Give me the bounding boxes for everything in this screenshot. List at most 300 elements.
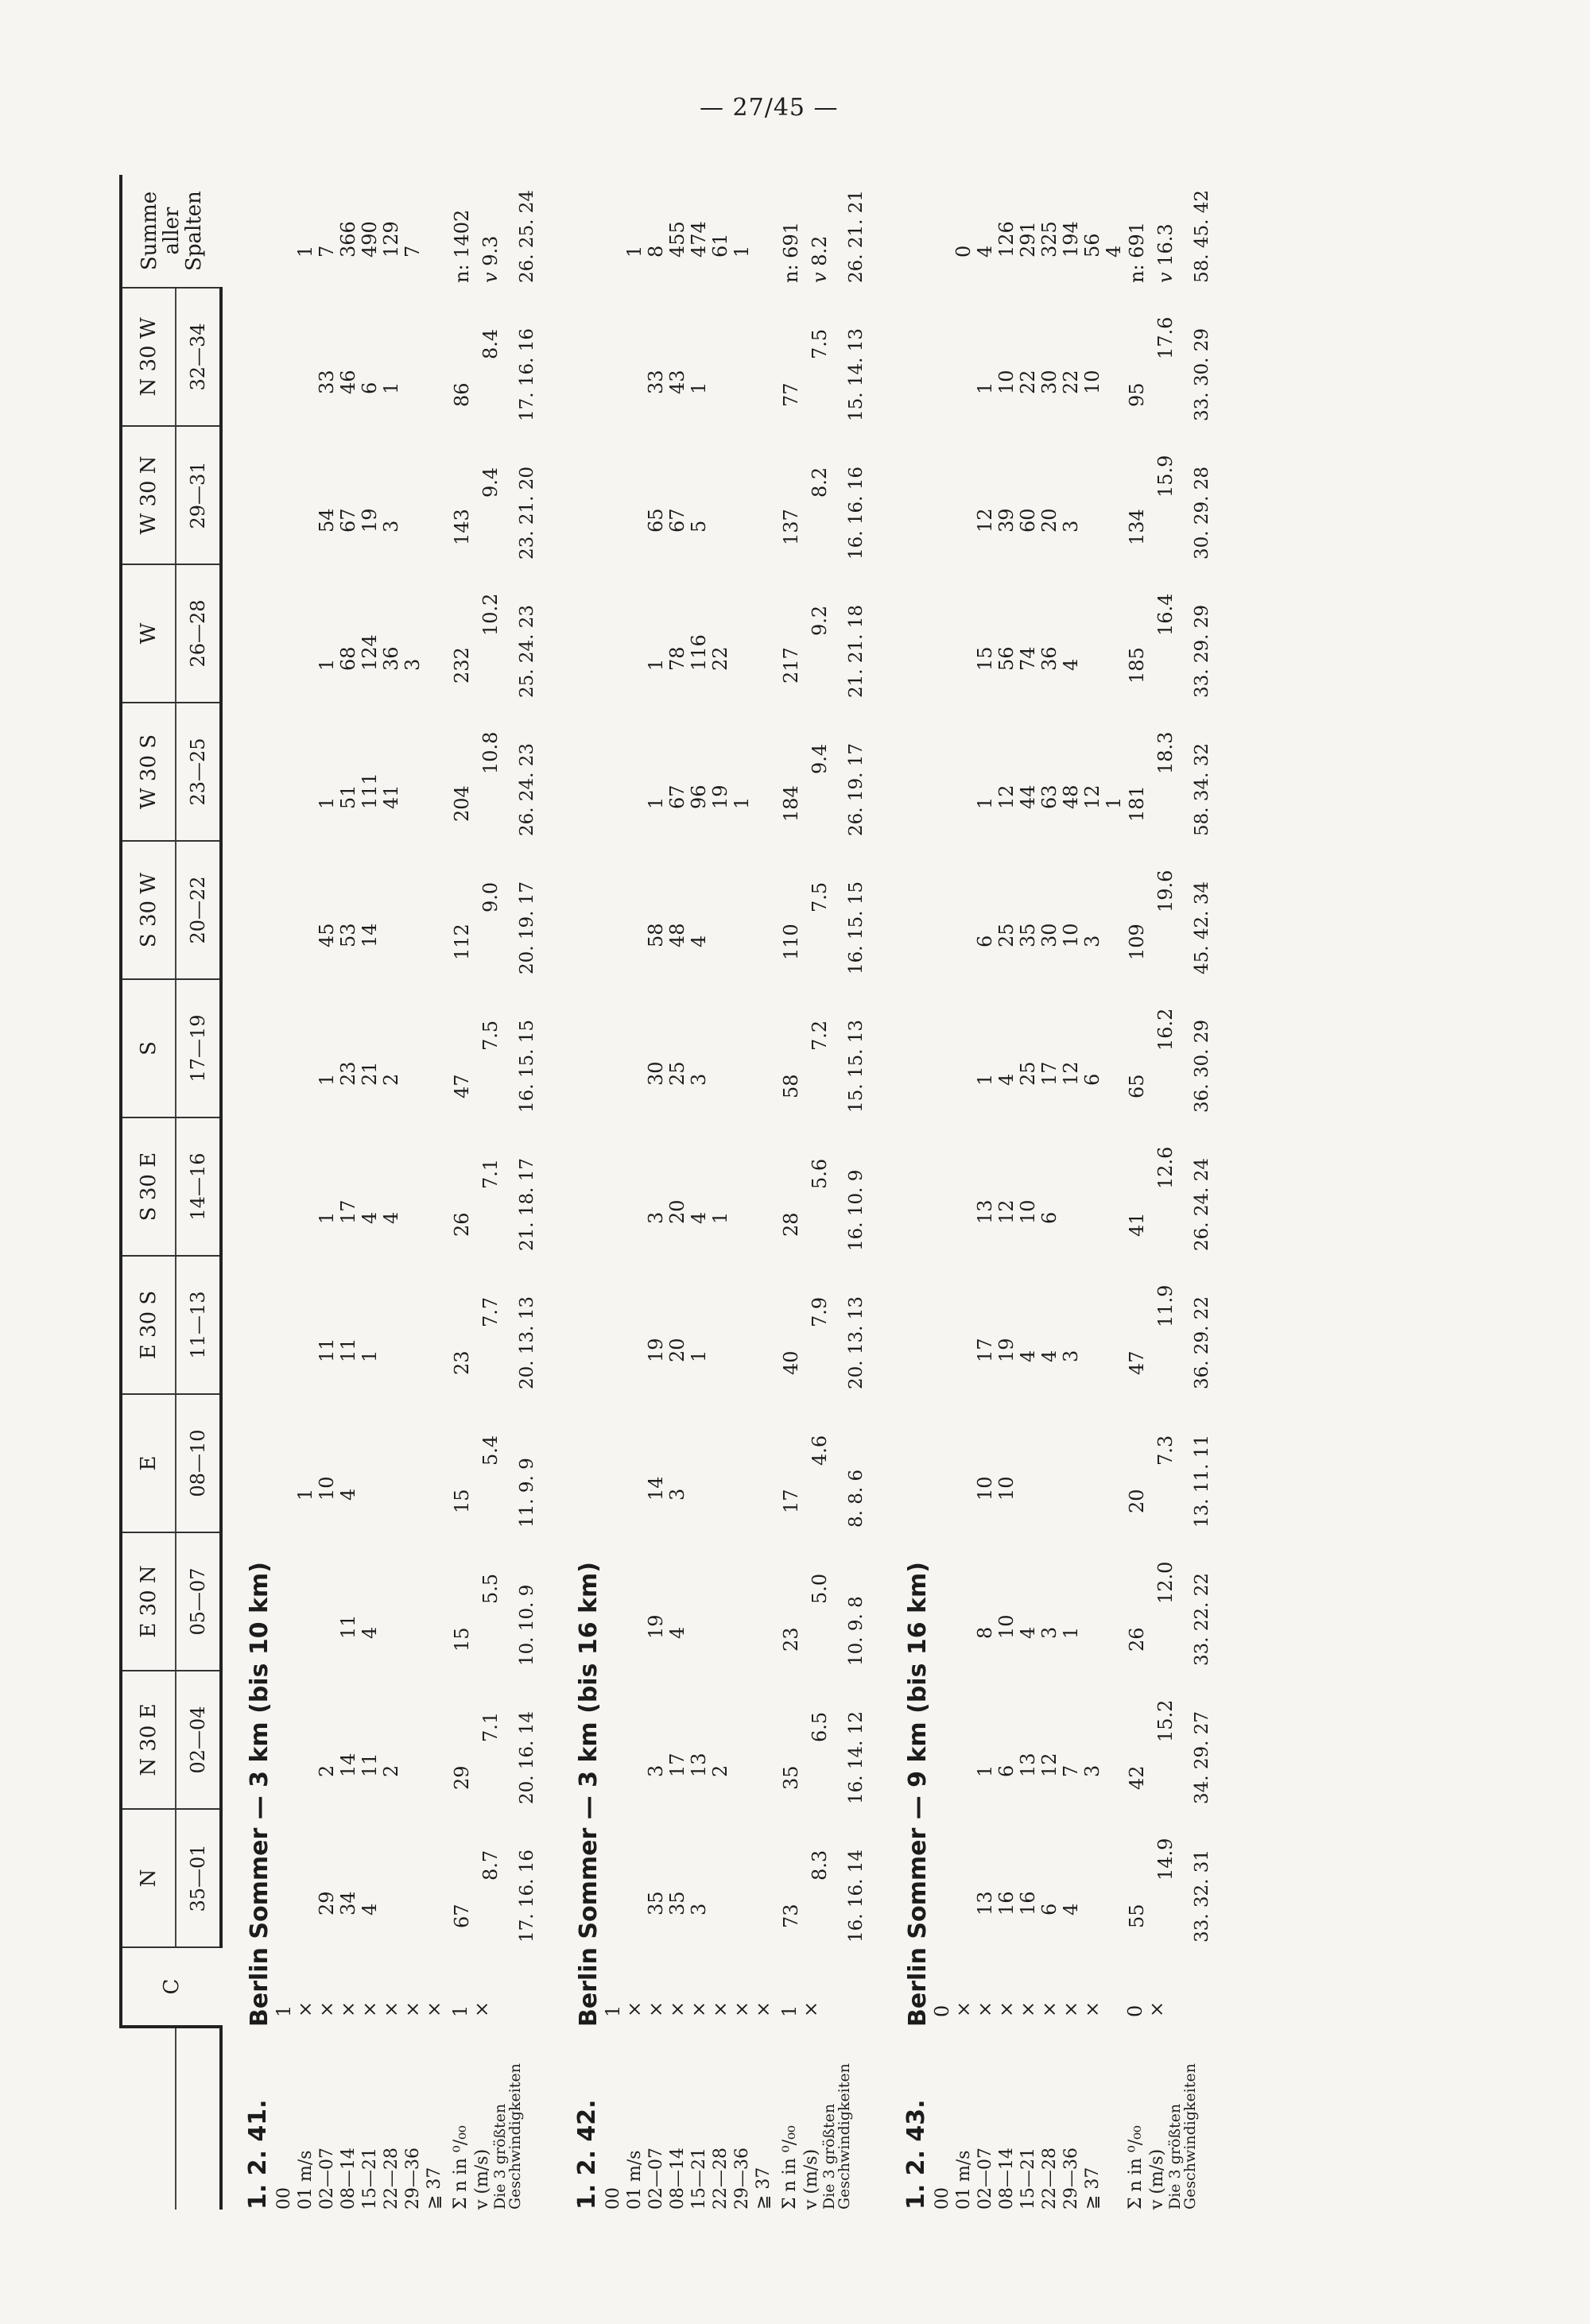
- frequency-cell: [295, 841, 316, 947]
- sum-cell: 325: [1038, 221, 1061, 258]
- stat-v: 9.4: [809, 743, 831, 774]
- row-label: 15—21: [689, 2148, 709, 2210]
- sum-stat-v-row: [480, 236, 502, 283]
- row-label: 02—07: [975, 2148, 995, 2210]
- stat-v: 5.6: [809, 1158, 831, 1189]
- frequency-cell: [295, 288, 316, 394]
- stat-max-speeds: 16. 15. 15: [846, 881, 867, 974]
- frequency-cell: 3: [666, 1488, 688, 1501]
- stat-n: 73: [780, 1904, 802, 1928]
- frequency-cell: 39: [995, 508, 1018, 533]
- frequency-cell: [624, 564, 646, 671]
- row-label: 00: [603, 2187, 623, 2210]
- frequency-cell: 41: [380, 784, 402, 809]
- frequency-cell: 12: [1081, 784, 1103, 809]
- direction-column: [273, 1117, 450, 1256]
- row-labels: [603, 2027, 779, 2210]
- stat-max-speeds: 33. 29. 29: [1192, 604, 1212, 698]
- direction-column: [932, 288, 1125, 426]
- frequency-cell: [953, 1394, 975, 1501]
- stat-max-speeds: 10. 10. 9: [517, 1584, 537, 1666]
- sum-stat-v: 9.3: [479, 235, 502, 266]
- sum-cell: [753, 175, 774, 258]
- calm-value: 0: [931, 2004, 953, 2017]
- calm-value: ×: [995, 2001, 1018, 2017]
- frequency-cell: [710, 1809, 731, 1915]
- sum-cell: 366: [337, 221, 359, 258]
- frequency-cell: 46: [337, 370, 359, 394]
- stat-n: 47: [451, 1074, 473, 1098]
- frequency-cell: 14: [359, 923, 381, 947]
- calm-value: ×: [1038, 2001, 1061, 2017]
- stat-n: 29: [451, 1765, 473, 1790]
- stat-n: 86: [451, 382, 473, 407]
- frequency-cell: 4: [359, 1903, 381, 1915]
- frequency-cell: 1: [709, 1211, 731, 1224]
- frequency-cell: [753, 1256, 774, 1362]
- frequency-cell: [424, 1532, 445, 1639]
- stat-max-speeds: 36. 30. 29: [1192, 1019, 1212, 1113]
- frequency-cell: 67: [666, 508, 688, 533]
- frequency-cell: [624, 1256, 646, 1362]
- header-direction: N: [121, 1809, 176, 1947]
- frequency-cell: 12: [1038, 1753, 1061, 1777]
- sum-stat-max-speeds: 58. 45. 42: [1192, 189, 1212, 283]
- stat-n: 181: [1126, 785, 1148, 822]
- frequency-cell: [273, 564, 295, 671]
- calm-stat-v: ×: [471, 2001, 493, 2017]
- frequency-cell: [688, 1394, 710, 1501]
- header-direction: S: [121, 979, 176, 1117]
- frequency-cell: 74: [1017, 646, 1039, 671]
- frequency-cell: [603, 1394, 624, 1501]
- row-label: ≧ 37: [425, 2167, 444, 2210]
- calm-value: ×: [952, 2001, 975, 2017]
- calm-value: ×: [380, 2001, 402, 2017]
- frequency-cell: [603, 1809, 624, 1915]
- sum-stat-n-row: [452, 210, 473, 283]
- frequency-cell: 25: [1017, 1061, 1039, 1086]
- direction-column: [932, 426, 1125, 564]
- stat-label-v: v (m/s): [1147, 2148, 1167, 2210]
- direction-stats: [779, 564, 881, 703]
- frequency-cell: [1082, 564, 1103, 671]
- direction-column: [273, 979, 450, 1117]
- frequency-cell: [424, 1809, 445, 1915]
- frequency-cell: [273, 703, 295, 809]
- frequency-cell: 3: [1060, 1350, 1082, 1362]
- frequency-cell: [932, 979, 953, 1086]
- frequency-cell: [402, 841, 424, 947]
- sum-stat-n-label: n:: [1126, 264, 1148, 283]
- frequency-cell: 4: [1060, 1903, 1082, 1915]
- header-direction: S 30 E: [121, 1117, 176, 1256]
- stat-v: 9.4: [479, 467, 502, 498]
- frequency-cell: 2: [380, 1073, 402, 1086]
- stat-max-speeds: 15. 15. 13: [846, 1019, 867, 1113]
- stat-v: 10.8: [479, 731, 502, 774]
- stat-max-speeds: 26. 24. 24: [1192, 1157, 1212, 1251]
- frequency-cell: 44: [1017, 784, 1039, 809]
- frequency-cell: 11: [316, 1338, 338, 1362]
- header-direction: E 30 N: [121, 1532, 176, 1671]
- stat-max-speeds: 17. 16. 16: [517, 327, 537, 421]
- frequency-cell: 1: [316, 658, 338, 671]
- frequency-cell: 25: [995, 923, 1018, 947]
- frequency-cell: 14: [337, 1753, 359, 1777]
- row-label: 08—14: [339, 2148, 359, 2210]
- direction-stats: [450, 288, 552, 426]
- frequency-cell: 12: [995, 784, 1018, 809]
- sum-stat-n: 691: [780, 222, 802, 258]
- header-direction: E: [121, 1394, 176, 1532]
- frequency-cell: 4: [666, 1626, 688, 1639]
- header-range: 20—22: [176, 841, 221, 979]
- frequency-cell: 78: [666, 646, 688, 671]
- calm-value: 1: [273, 2004, 295, 2017]
- frequency-cell: [1061, 1117, 1082, 1224]
- stat-max-speeds: 21. 18. 17: [517, 1157, 537, 1251]
- stat-max-speeds: 8. 8. 6: [846, 1469, 867, 1528]
- frequency-cell: [1039, 1394, 1061, 1501]
- stat-label-g1: Die 3 größten: [1166, 2103, 1184, 2210]
- header-direction: W 30 S: [121, 703, 176, 841]
- frequency-cell: [273, 1671, 295, 1777]
- stat-v: 8.2: [809, 467, 831, 498]
- frequency-cell: [381, 841, 402, 947]
- section-number-text: 1. 2. 42.: [573, 2099, 601, 2210]
- calm-value: ×: [1060, 2001, 1082, 2017]
- stat-v: 11.9: [1154, 1284, 1177, 1327]
- stat-n: 20: [1126, 1489, 1148, 1513]
- frequency-cell: [624, 288, 646, 394]
- sum-stat-n: 691: [1126, 222, 1148, 258]
- header-c: C: [121, 1947, 221, 2027]
- frequency-cell: 1: [1060, 1626, 1082, 1639]
- direction-column: [273, 703, 450, 841]
- frequency-cell: [273, 288, 295, 394]
- sum-stat-max-speeds: 26. 21. 21: [846, 189, 867, 283]
- stat-labels: [450, 2027, 552, 2210]
- frequency-cell: [624, 1671, 646, 1777]
- frequency-cell: [688, 1532, 710, 1639]
- stat-v: 8.4: [479, 328, 502, 359]
- direction-stats: [450, 703, 552, 841]
- frequency-cell: [424, 1671, 445, 1777]
- header-range: 02—04: [176, 1671, 221, 1809]
- frequency-cell: 36: [380, 646, 402, 671]
- sum-cell: 126: [995, 221, 1018, 258]
- frequency-cell: 1: [645, 658, 667, 671]
- frequency-cell: [402, 1394, 424, 1501]
- row-label: 08—14: [997, 2148, 1017, 2210]
- header-direction: W 30 N: [121, 426, 176, 564]
- header-sum-line: aller: [160, 207, 184, 255]
- row-label: 29—36: [403, 2148, 423, 2210]
- section-title-text: Berlin Sommer — 3 km (bis 16 km): [575, 1562, 603, 2027]
- frequency-cell: 10: [1081, 370, 1103, 394]
- direction-column: [603, 979, 779, 1117]
- frequency-cell: [753, 1117, 774, 1224]
- frequency-cell: [710, 1394, 731, 1501]
- frequency-cell: [624, 426, 646, 533]
- direction-column: [603, 1117, 779, 1256]
- stat-n: 15: [451, 1489, 473, 1513]
- frequency-cell: [710, 979, 731, 1086]
- frequency-cell: 15: [974, 646, 996, 671]
- frequency-cell: [603, 288, 624, 394]
- frequency-cell: 1: [316, 1211, 338, 1224]
- stat-v: 7.9: [809, 1296, 831, 1327]
- stat-v: 15.2: [1154, 1699, 1177, 1742]
- calm-stat-n: 0: [1124, 2004, 1146, 2017]
- direction-stats: [1125, 1532, 1227, 1671]
- frequency-cell: 17: [666, 1753, 688, 1777]
- row-label: 08—14: [668, 2148, 688, 2210]
- stat-n: 185: [1126, 647, 1148, 684]
- header-direction: W: [121, 564, 176, 703]
- sum-stat-v-label: v: [479, 272, 502, 283]
- direction-column: [932, 1394, 1125, 1532]
- frequency-cell: 19: [359, 508, 381, 533]
- stat-v: 16.2: [1154, 1008, 1177, 1051]
- frequency-cell: [1082, 1117, 1103, 1224]
- frequency-cell: 68: [337, 646, 359, 671]
- stat-n: 15: [451, 1627, 473, 1652]
- frequency-cell: 19: [645, 1614, 667, 1639]
- stat-label-g2: Geschwindigkeiten: [836, 2063, 853, 2210]
- frequency-cell: [295, 1809, 316, 1915]
- row-label: 02—07: [646, 2148, 666, 2210]
- header-range: 32—34: [176, 288, 221, 426]
- frequency-cell: 3: [688, 1903, 710, 1915]
- direction-column: [932, 564, 1125, 703]
- direction-stats: [1125, 1394, 1227, 1532]
- stat-max-speeds: 23. 21. 20: [517, 466, 537, 560]
- stat-v: 9.2: [809, 605, 831, 636]
- calm-stats: [779, 1947, 881, 2027]
- direction-column: [273, 1532, 450, 1671]
- calm-stat-n: 1: [778, 2004, 801, 2017]
- stat-v: 5.0: [809, 1573, 831, 1604]
- frequency-cell: 34: [337, 1891, 359, 1915]
- stat-v: 10.2: [479, 593, 502, 636]
- direction-stats: [779, 288, 881, 426]
- direction-stats: [1125, 564, 1227, 703]
- frequency-cell: [402, 1671, 424, 1777]
- frequency-cell: [424, 1117, 445, 1224]
- frequency-cell: [359, 1394, 381, 1501]
- header-range: 17—19: [176, 979, 221, 1117]
- frequency-cell: [295, 426, 316, 533]
- header-sum-line: Summe: [138, 191, 161, 271]
- frequency-cell: [953, 1532, 975, 1639]
- direction-column: [273, 288, 450, 426]
- frequency-cell: 63: [1038, 784, 1061, 809]
- frequency-cell: [1061, 1394, 1082, 1501]
- sum-cell: 8: [645, 245, 667, 258]
- frequency-cell: 2: [709, 1764, 731, 1777]
- stat-n: 109: [1126, 924, 1148, 960]
- frequency-cell: [295, 703, 316, 809]
- frequency-cell: 4: [1060, 658, 1082, 671]
- frequency-cell: 1: [974, 796, 996, 809]
- sum-stats: [779, 175, 881, 288]
- frequency-cell: 3: [1081, 935, 1103, 947]
- sum-cell: [932, 175, 953, 258]
- frequency-cell: 36: [1038, 646, 1061, 671]
- stat-n: 232: [451, 647, 473, 684]
- section-title: [552, 175, 603, 2027]
- direction-column: [603, 288, 779, 426]
- section-number: [221, 2027, 273, 2210]
- section-title-row: [221, 175, 273, 2210]
- frequency-cell: 56: [995, 646, 1018, 671]
- direction-stats: [1125, 1671, 1227, 1809]
- frequency-cell: 4: [1017, 1626, 1039, 1639]
- frequency-cell: 3: [1038, 1626, 1061, 1639]
- sum-cell: 7: [316, 245, 338, 258]
- stat-max-speeds: 33. 32. 31: [1192, 1849, 1212, 1942]
- sum-stat-n-label: n:: [451, 264, 473, 283]
- frequency-cell: [402, 703, 424, 809]
- frequency-cell: 4: [380, 1211, 402, 1224]
- frequency-cell: [932, 564, 953, 671]
- stat-max-speeds: 20. 19. 17: [517, 881, 537, 974]
- direction-column: [273, 426, 450, 564]
- frequency-cell: 12: [974, 508, 996, 533]
- frequency-cell: [316, 1532, 338, 1639]
- direction-column: [932, 841, 1125, 979]
- stat-label-n: Σ n in ⁰/₀₀: [451, 2125, 471, 2210]
- stat-label-v: v (m/s): [801, 2148, 821, 2210]
- frequency-cell: 58: [645, 923, 667, 947]
- calm-value: ×: [1081, 2001, 1103, 2017]
- frequency-cell: 19: [645, 1338, 667, 1362]
- frequency-cell: [1082, 1256, 1103, 1362]
- stat-v: 6.5: [809, 1711, 831, 1742]
- frequency-cell: 11: [337, 1338, 359, 1362]
- row-label: 00: [274, 2187, 294, 2210]
- section-stats-row: [450, 175, 552, 2210]
- sum-cell: 474: [688, 221, 710, 258]
- stat-v: 12.0: [1154, 1561, 1177, 1604]
- frequency-cell: [731, 979, 753, 1086]
- frequency-cell: [731, 1532, 753, 1639]
- stat-label-v: v (m/s): [472, 2148, 492, 2210]
- calm-stats: [1125, 1947, 1227, 2027]
- header-row-directions: [121, 175, 176, 2210]
- frequency-cell: 4: [359, 1211, 381, 1224]
- frequency-cell: 20: [666, 1199, 688, 1224]
- row-label: ≧ 37: [1083, 2167, 1103, 2210]
- stat-n: 40: [780, 1350, 802, 1375]
- stat-max-speeds: 15. 14. 13: [846, 327, 867, 421]
- stat-n: 35: [780, 1765, 802, 1790]
- stat-n: 26: [1126, 1627, 1148, 1652]
- frequency-cell: 13: [688, 1753, 710, 1777]
- frequency-cell: [603, 1532, 624, 1639]
- row-label: 22—28: [1040, 2148, 1060, 2210]
- sum-stat-v-label: v: [1154, 272, 1177, 283]
- stat-n: 217: [780, 647, 802, 684]
- frequency-cell: 4: [1017, 1350, 1039, 1362]
- direction-column: [273, 1256, 450, 1394]
- header-sum: [121, 175, 221, 288]
- frequency-cell: [753, 1532, 774, 1639]
- frequency-cell: [953, 1117, 975, 1224]
- frequency-cell: [953, 1809, 975, 1915]
- direction-stats: [1125, 703, 1227, 841]
- frequency-cell: 6: [359, 382, 381, 394]
- frequency-cell: 19: [709, 784, 731, 809]
- header-range: 05—07: [176, 1532, 221, 1671]
- frequency-cell: 3: [645, 1211, 667, 1224]
- frequency-cell: [603, 1256, 624, 1362]
- calm-stats: [450, 1947, 552, 2027]
- frequency-cell: 33: [645, 370, 667, 394]
- frequency-cell: [953, 841, 975, 947]
- frequency-cell: 5: [688, 520, 710, 533]
- calm-value: ×: [709, 2001, 731, 2017]
- stat-max-speeds: 58. 34. 32: [1192, 742, 1212, 836]
- frequency-cell: 53: [337, 923, 359, 947]
- calm-value: ×: [688, 2001, 710, 2017]
- direction-column: [603, 1532, 779, 1671]
- stat-v: 5.4: [479, 1435, 502, 1466]
- stat-n: 42: [1126, 1765, 1148, 1790]
- section-number: [881, 2027, 932, 2210]
- header-row-ranges: [176, 175, 221, 2210]
- row-label: ≧ 37: [754, 2167, 774, 2210]
- frequency-cell: 111: [359, 773, 381, 809]
- header-corner-2: [176, 2027, 221, 2210]
- frequency-cell: 20: [1038, 508, 1061, 533]
- frequency-cell: [603, 703, 624, 809]
- direction-stats: [779, 426, 881, 564]
- stat-max-speeds: 30. 29. 28: [1192, 466, 1212, 560]
- frequency-cell: 4: [995, 1073, 1018, 1086]
- frequency-cell: 2: [380, 1764, 402, 1777]
- stat-v: 7.1: [479, 1711, 502, 1742]
- section-title-text: Berlin Sommer — 9 km (bis 16 km): [904, 1562, 932, 2027]
- frequency-cell: [932, 1256, 953, 1362]
- frequency-cell: [603, 979, 624, 1086]
- frequency-cell: 30: [1038, 370, 1061, 394]
- sum-cell: 1: [294, 245, 316, 258]
- frequency-cell: 124: [359, 634, 381, 671]
- sum-cell: 490: [359, 221, 381, 258]
- frequency-cell: 12: [995, 1199, 1018, 1224]
- frequency-cell: [731, 1256, 753, 1362]
- frequency-cell: 1: [974, 382, 996, 394]
- sum-cell: 291: [1017, 221, 1039, 258]
- frequency-cell: [953, 288, 975, 394]
- frequency-cell: 17: [337, 1199, 359, 1224]
- header-direction: N 30 E: [121, 1671, 176, 1809]
- stat-v: 7.1: [479, 1158, 502, 1189]
- frequency-cell: [603, 564, 624, 671]
- frequency-cell: [1082, 426, 1103, 533]
- frequency-cell: [710, 288, 731, 394]
- stat-max-speeds: 11. 9. 9: [517, 1458, 537, 1528]
- stat-labels: [779, 2027, 881, 2210]
- stat-max-speeds: 16. 14. 12: [846, 1710, 867, 1804]
- stat-n: 55: [1126, 1904, 1148, 1928]
- frequency-cell: [1018, 1394, 1039, 1501]
- stat-n: 137: [780, 509, 802, 545]
- frequency-cell: [424, 1256, 445, 1362]
